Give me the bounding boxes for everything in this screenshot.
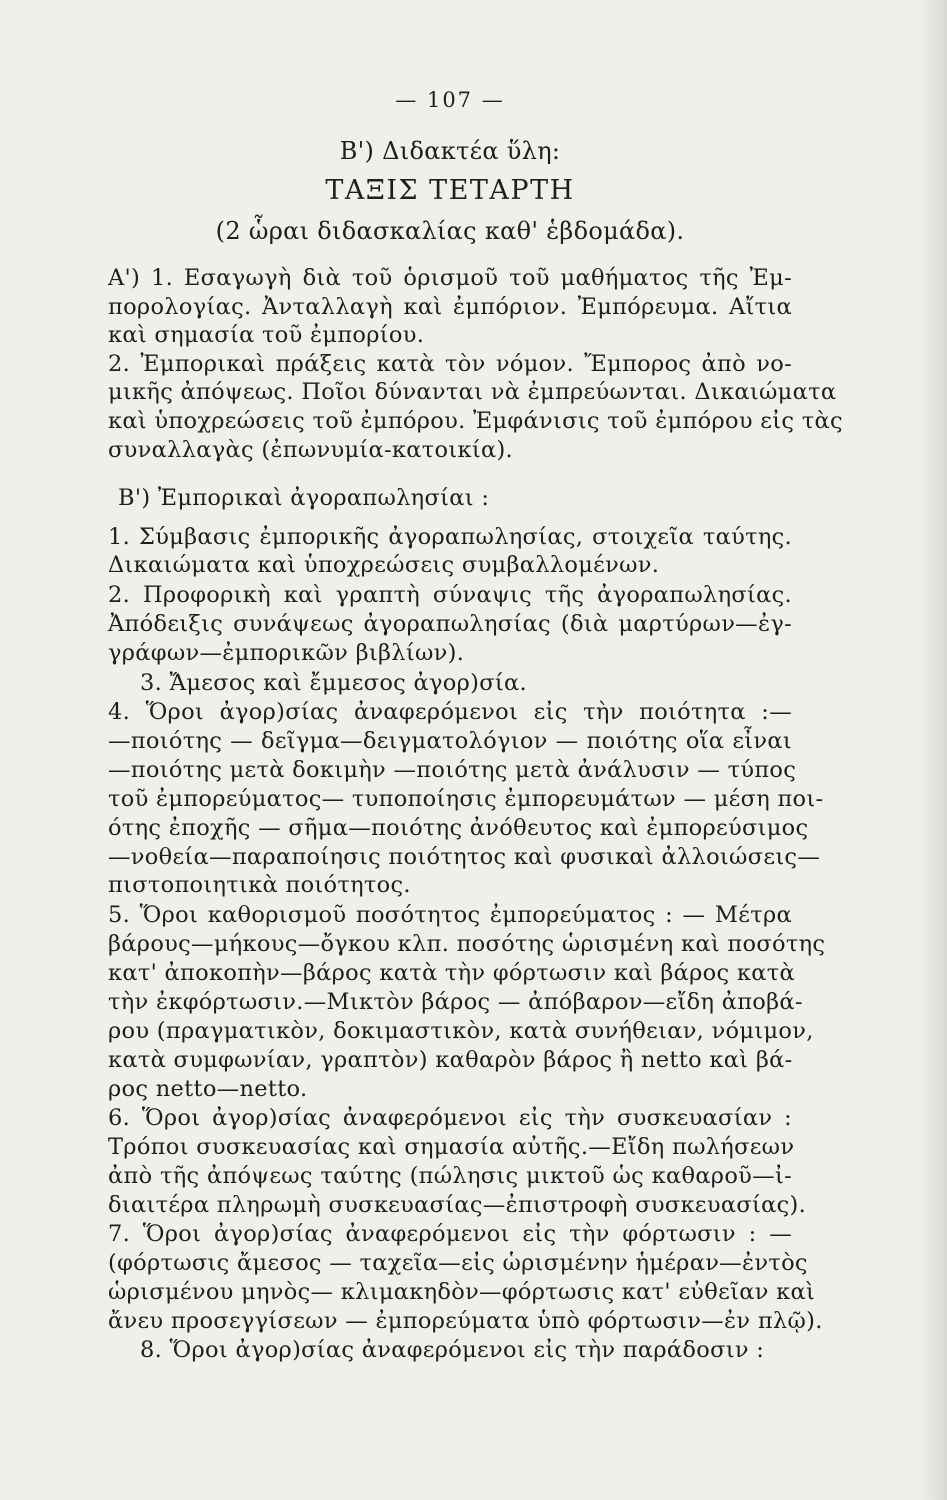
text-line: καὶ ὑποχρεώσεις τοῦ ἐμπόρου. Ἐμφάνισις τοῦ ἐμπόρου εἰς τὰς (108, 408, 843, 434)
text-line: 3. Ἄμεσος καὶ ἔμμεσος ἀγορ)σία. (140, 670, 527, 696)
text-line: (φόρτωσις ἄμεσος — ταχεῖα—εἰς ὡρισμένην ἡμέραν—ἐντὸς (108, 1250, 808, 1276)
text-line: —νοθεία—παραποίησις ποιότητος καὶ φυσικαὶ ἀλλοιώσεις— (108, 844, 821, 870)
text-line: γράφων—ἐμπορικῶν βιβλίων). (108, 640, 465, 666)
text-line: πιστοποιητικὰ ποιότητος. (108, 872, 411, 898)
text-line: 6. Ὅροι ἀγορ)σίας ἀναφερόμενοι εἰς τὴν συσκευασίαν : (108, 1105, 792, 1131)
text-line: 2. Ἐμπορικαὶ πράξεις κατὰ τὸν νόμον. Ἔμπορος ἀπὸ νο- (108, 351, 792, 377)
text-line: 5. Ὅροι καθορισμοῦ ποσότητος ἐμπορεύματος : — Μέτρα (108, 902, 792, 928)
page-number: — 107 — (395, 88, 505, 112)
page-title: ΤΑΞΙΣ ΤΕΤΑΡΤΗ (325, 175, 575, 206)
text-line: συναλλαγὰς (ἐπωνυμία-κατοικία). (108, 437, 513, 463)
text-line: μικῆς ἀπόψεως. Ποῖοι δύνανται νὰ ἐμπρεύωνται. Δικαιώματα (108, 379, 837, 405)
text-line: 2. Προφορικὴ καὶ γραπτὴ σύναψις τῆς ἀγοραπωλησίας. (108, 582, 792, 608)
text-line: πορολογίας. Ἀνταλλαγὴ καὶ ἐμπόριον. Ἐμπόρευμα. Αἴτια (108, 294, 792, 320)
text-line: κατ' ἀποκοπὴν—βάρος κατὰ τὴν φόρτωσιν καὶ βάρος κατὰ (108, 960, 795, 986)
text-line: Ἀπόδειξις συνάψεως ἀγοραπωλησίας (διὰ μαρτύρων—ἐγ- (108, 611, 792, 637)
text-line: —ποιότης — δεῖγμα—δειγματολόγιον — ποιότης οἵα εἶναι (108, 728, 792, 754)
section-heading: Β') Ἐμπορικαὶ ἀγοραπωλησίαι : (118, 485, 490, 511)
text-line: βάρους—μήκους—ὄγκου κλπ. ποσότης ὡρισμένη καὶ ποσότης (108, 931, 826, 957)
text-line: 8. Ὅροι ἀγορ)σίας ἀναφερόμενοι εἰς τὴν παράδοσιν : (140, 1337, 765, 1363)
subheading: Β') Διδακτέα ὕλη: (339, 137, 561, 165)
text-line: τὴν ἐκφόρτωσιν.—Μικτὸν βάρος — ἀπόβαρον—εἴδη ἀποβά- (108, 989, 803, 1015)
text-line: ρος netto—netto. (108, 1076, 308, 1102)
text-line: καὶ σημασία τοῦ ἐμπορίου. (108, 322, 425, 348)
text-line: διαιτέρα πληρωμὴ συσκευασίας—ἐπιστροφὴ συσκευασίας). (108, 1192, 807, 1218)
text-line: 7. Ὅροι ἀγορ)σίας ἀναφερόμενοι εἰς τὴν φόρτωσιν : — (108, 1221, 792, 1247)
text-line: ὡρισμένου μηνὸς— κλιμακηδὸν—φόρτωσις κατ' εὐθεῖαν καὶ (108, 1279, 816, 1305)
text-line: 4. Ὅροι ἀγορ)σίας ἀναφερόμενοι εἰς τὴν ποιότητα :— (108, 699, 792, 725)
hours-note: (2 ὧραι διδασκαλίας καθ' ἑβδομάδα). (215, 217, 685, 245)
text-line: ἀπὸ τῆς ἀπόψεως ταύτης (πώλησις μικτοῦ ὡς καθαροῦ—ἰ- (108, 1163, 792, 1189)
text-line: 1. Σύμβασις ἐμπορικῆς ἀγοραπωλησίας, στοιχεῖα ταύτης. (108, 524, 792, 550)
text-line: —ποιότης μετὰ δοκιμὴν —ποιότης μετὰ ἀνάλυσιν — τύπος (108, 757, 797, 783)
text-line: ρου (πραγματικὸν, δοκιμαστικὸν, κατὰ συνήθειαν, νόμιμον, (108, 1018, 814, 1044)
text-line: τοῦ ἐμπορεύματος— τυποποίησις ἐμπορευμάτων — μέση ποι- (108, 786, 824, 812)
text-line: ἄνευ προσεγγίσεων — ἐμπορεύματα ὑπὸ φόρτωσιν—ἐν πλῷ). (108, 1308, 823, 1334)
text-line: Α') 1. Εσαγωγὴ διὰ τοῦ ὁρισμοῦ τοῦ μαθήματος τῆς Ἐμ- (108, 265, 792, 291)
text-line: ότης ἐποχῆς — σῆμα—ποιότης ἀνόθευτος καὶ ἐμπορεύσιμος (108, 815, 809, 841)
page-edge-shadow (921, 0, 947, 1500)
text-line: κατὰ συμφωνίαν, γραπτὸν) καθαρὸν βάρος ἢ netto καὶ βά- (108, 1047, 793, 1073)
text-line: Τρόποι συσκευασίας καὶ σημασία αὐτῆς.—Εἴδη πωλήσεων (108, 1134, 795, 1160)
text-line: Δικαιώματα καὶ ὑποχρεώσεις συμβαλλομένων. (108, 552, 660, 578)
